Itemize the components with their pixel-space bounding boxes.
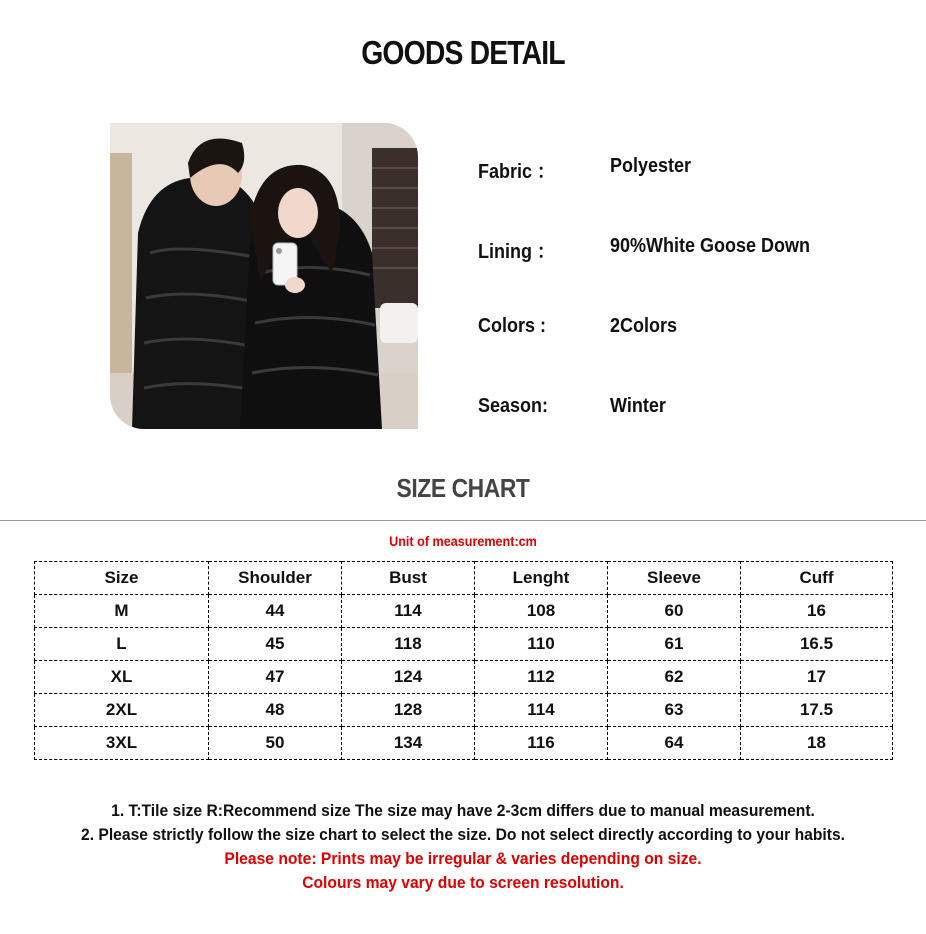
spec-value-fabric: Polyester: [610, 155, 692, 177]
table-row: [35, 727, 893, 760]
table-cell: 62: [608, 661, 741, 694]
table-cell: XL: [35, 661, 209, 694]
spec-label-colors: Colors :: [478, 315, 547, 337]
product-photo: [110, 123, 418, 429]
table-cell: M: [35, 595, 209, 628]
table-cell: 118: [342, 628, 475, 661]
table-row: [35, 628, 893, 661]
spec-value-season: Winter: [610, 395, 666, 417]
table-cell: 108: [475, 595, 608, 628]
table-cell: 48: [209, 694, 342, 727]
table-cell: 110: [475, 628, 608, 661]
table-cell: 16.5: [741, 628, 893, 661]
table-cell: 3XL: [35, 727, 209, 760]
table-header-row: [35, 562, 893, 595]
page-title: GOODS DETAIL: [361, 34, 565, 71]
column-header: Bust: [342, 562, 475, 595]
spec-value-colors: 2Colors: [610, 315, 678, 337]
table-cell: 47: [209, 661, 342, 694]
table-cell: 45: [209, 628, 342, 661]
table-cell: L: [35, 628, 209, 661]
spec-value-lining: 90%White Goose Down: [610, 235, 811, 257]
table-cell: 116: [475, 727, 608, 760]
column-header: Size: [35, 562, 209, 595]
spec-label-season: Season:: [478, 395, 549, 417]
table-cell: 112: [475, 661, 608, 694]
table-cell: 2XL: [35, 694, 209, 727]
column-header: Sleeve: [608, 562, 741, 595]
table-cell: 61: [608, 628, 741, 661]
table-cell: 114: [475, 694, 608, 727]
column-header: Lenght: [475, 562, 608, 595]
table-cell: 63: [608, 694, 741, 727]
unit-note: Unit of measurement:cm: [389, 533, 537, 549]
spec-label-fabric: Fabric ：: [478, 161, 556, 183]
table-row: [35, 661, 893, 694]
note-line-4: Colours may vary due to screen resolution.: [302, 873, 624, 892]
size-chart-table: [34, 561, 893, 760]
table-cell: 17.5: [741, 694, 893, 727]
notes-block: [0, 799, 926, 895]
table-cell: 128: [342, 694, 475, 727]
product-photo-illustration: [110, 123, 418, 429]
column-header: Shoulder: [209, 562, 342, 595]
note-line-3: Please note: Prints may be irregular & varies depending on size.: [224, 849, 702, 868]
table-cell: 114: [342, 595, 475, 628]
note-line-2: 2. Please strictly follow the size chart to select the size. Do not select directly according to your habits.: [81, 825, 845, 844]
table-cell: 64: [608, 727, 741, 760]
table-cell: 16: [741, 595, 893, 628]
column-header: Cuff: [741, 562, 893, 595]
table-cell: 134: [342, 727, 475, 760]
table-row: [35, 595, 893, 628]
table-cell: 17: [741, 661, 893, 694]
table-cell: 60: [608, 595, 741, 628]
table-cell: 50: [209, 727, 342, 760]
table-cell: 18: [741, 727, 893, 760]
table-row: [35, 694, 893, 727]
size-chart-title: SIZE CHART: [396, 473, 530, 503]
table-cell: 44: [209, 595, 342, 628]
spec-label-lining: Lining ：: [478, 241, 555, 263]
section-divider: [0, 520, 926, 521]
note-line-1: 1. T:Tile size R:Recommend size The size may have 2-3cm differs due to manual measurement.: [111, 801, 815, 820]
table-cell: 124: [342, 661, 475, 694]
